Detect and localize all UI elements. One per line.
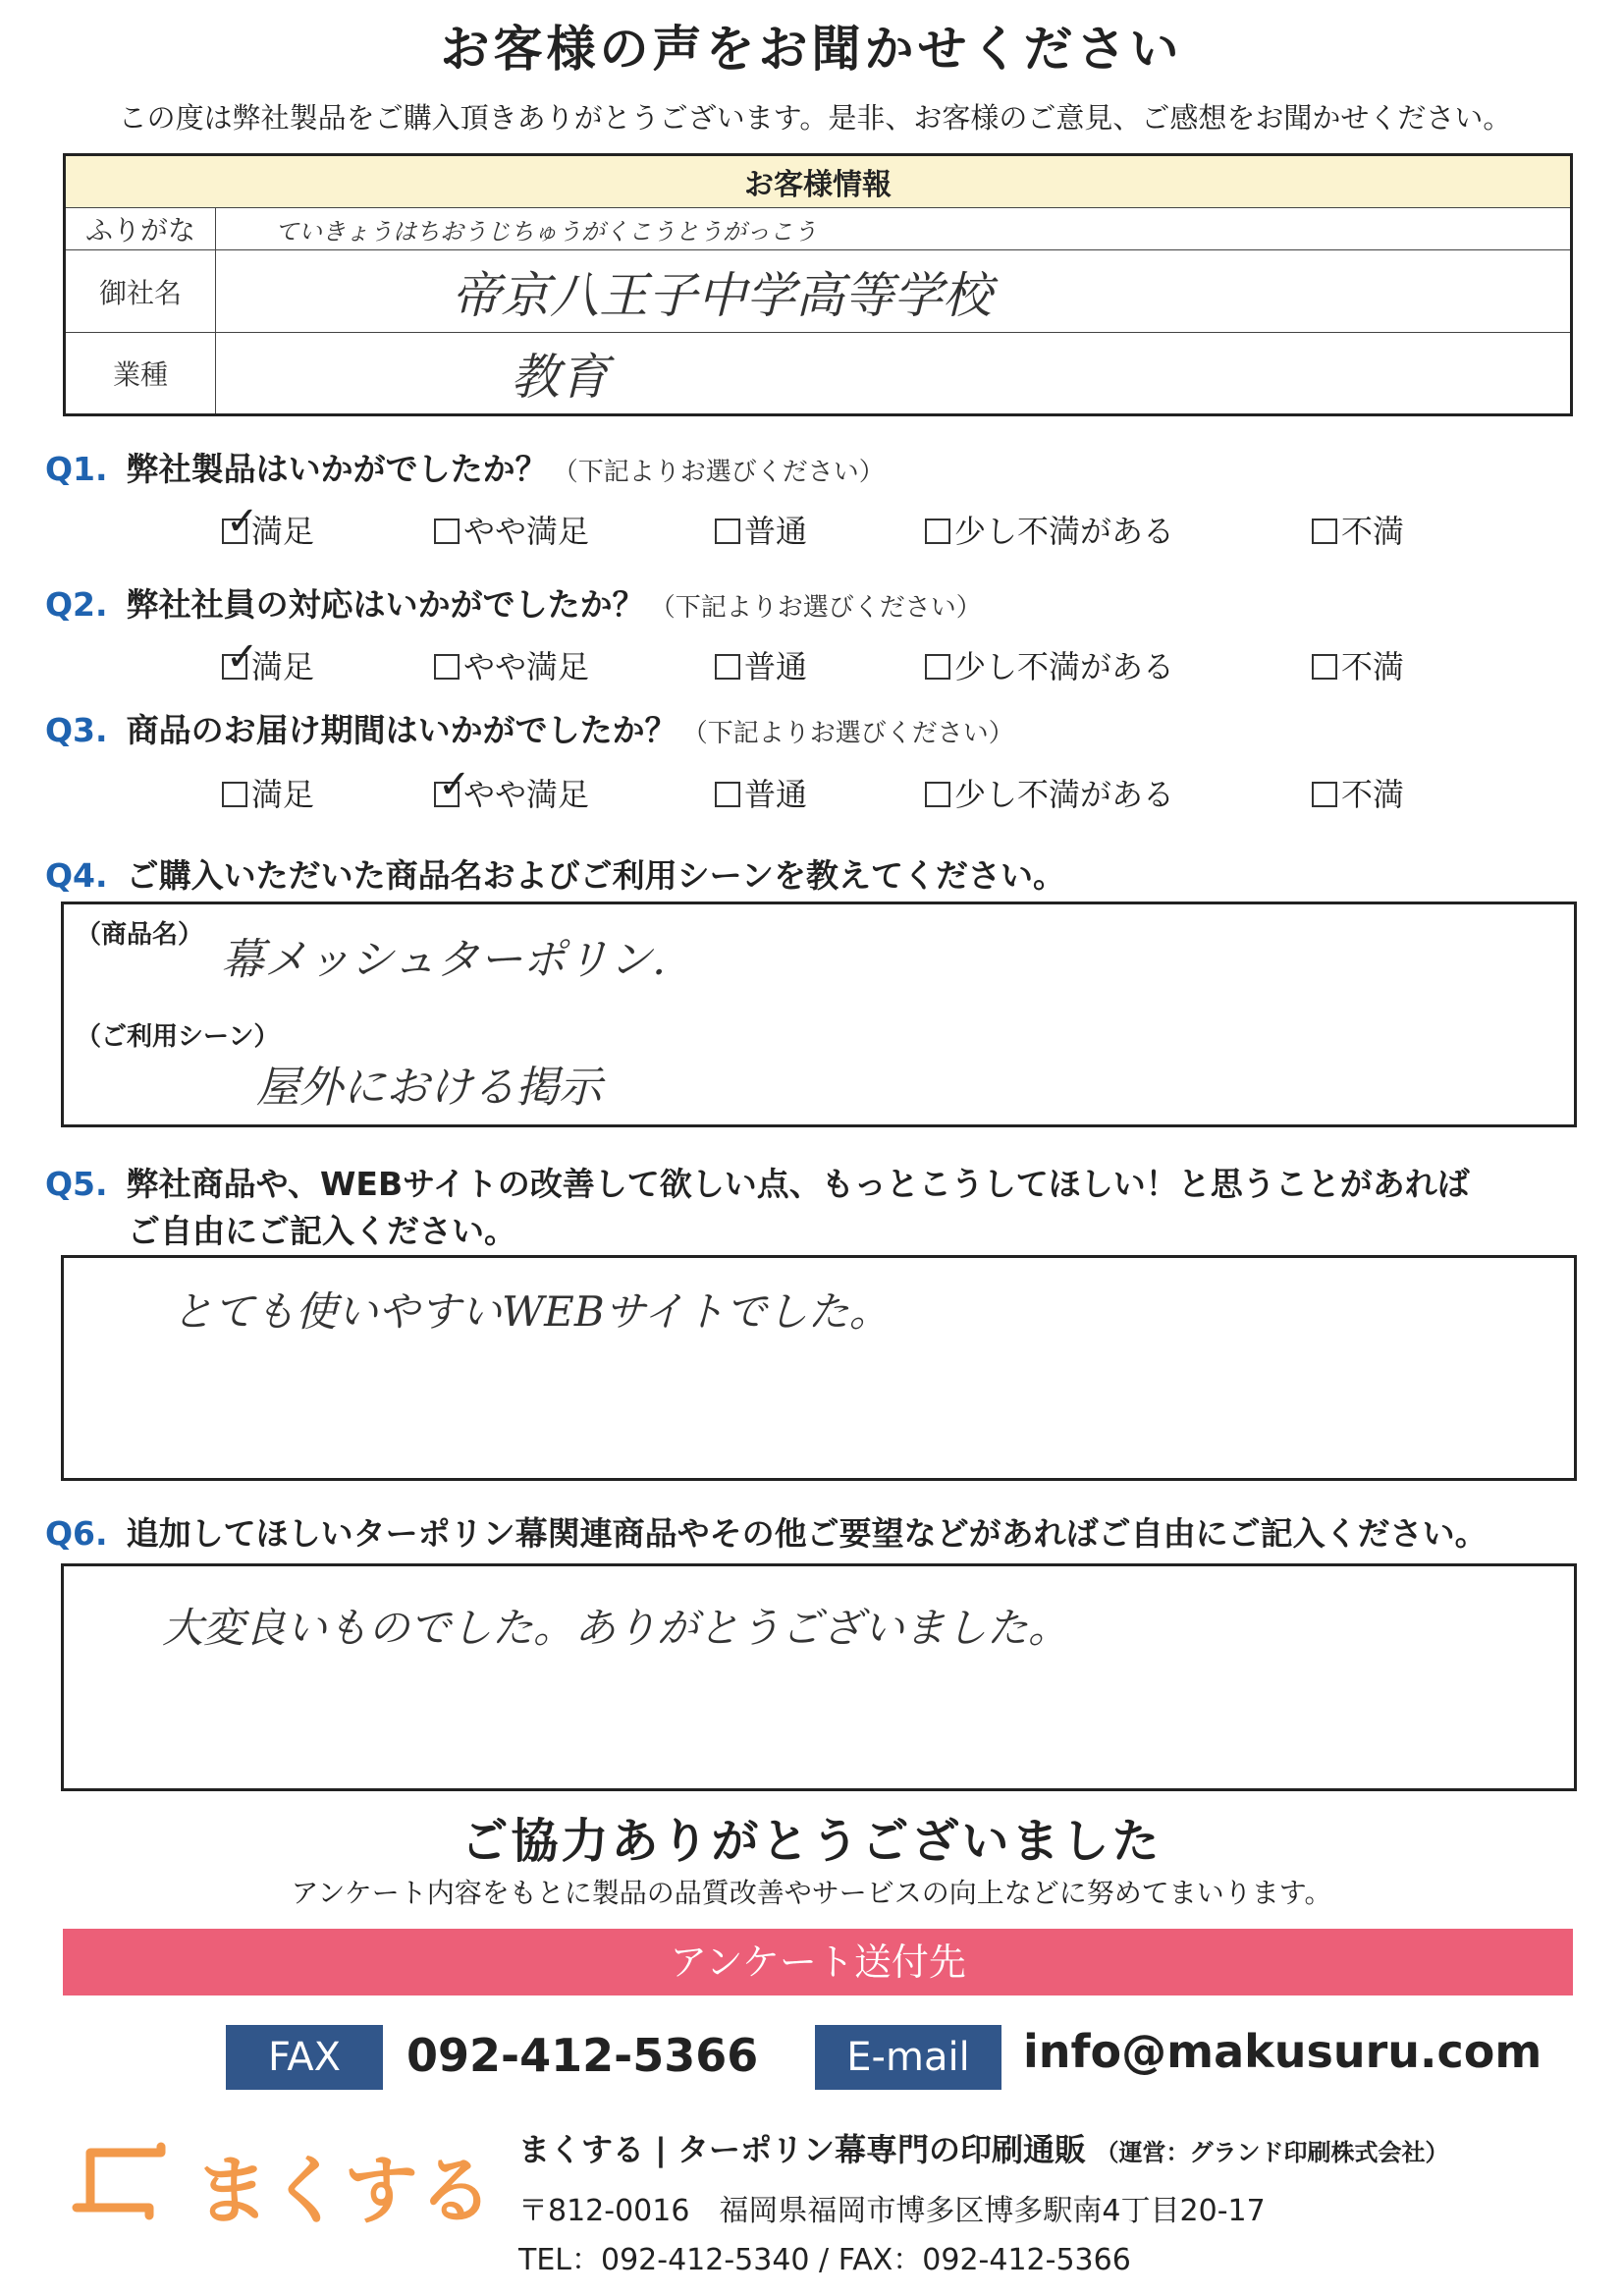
checkbox[interactable] [222,782,247,807]
q4-number: Q4. [45,856,108,895]
q1-option[interactable]: やや満足 [434,507,589,552]
q2-number: Q2. [45,585,108,624]
checkmark-icon: ✓ [438,762,471,807]
q2-option[interactable]: 少し不満がある [925,642,1174,687]
email-address[interactable]: info@makusuru.com [1023,2025,1542,2078]
company-field[interactable]: 帝京八王子中学高等学校 [216,250,1572,333]
q1-option[interactable]: 少し不満がある [925,507,1174,552]
checkbox[interactable] [434,519,460,544]
scene-label: （ご利用シーン） [76,1022,280,1052]
q3-option[interactable]: 少し不満がある [925,770,1174,815]
q1-text: 弊社製品はいかがでしたか？ [126,450,548,488]
thanks-heading: ご協力ありがとうございました [460,1814,1163,1869]
checkbox[interactable] [925,654,950,680]
q6-answer[interactable]: 大変良いものでした。ありがとうございました。 [162,1604,1070,1652]
fax-tag: FAX [226,2025,383,2090]
q1-question [45,444,885,490]
company-name: まくする | ターポリン幕専門の印刷通販 [518,2131,1086,2168]
q1-option[interactable]: 普通 [715,507,807,552]
q1-number: Q1. [45,450,108,488]
q3-option[interactable]: 不満 [1312,770,1404,815]
checkbox[interactable] [715,654,740,680]
checkbox[interactable] [1312,519,1337,544]
checkbox[interactable] [715,782,740,807]
q6-answer-box[interactable] [61,1563,1577,1791]
furigana-field[interactable]: ていきょうはちおうじちゅうがくこうとうがっこう [216,208,1572,250]
checkbox[interactable] [434,654,460,680]
send-to-band: アンケート送付先 [63,1929,1573,1995]
q2-question [45,579,982,626]
q3-question [45,705,1014,751]
page-title: お客様の声をお聞かせください [440,21,1183,78]
q4-text: ご購入いただいた商品名およびご利用シーンを教えてください。 [126,856,1065,895]
q5-answer[interactable]: とても使いやすいWEBサイトでした。 [172,1287,891,1336]
q2-note: （下記よりお選びください） [649,593,982,623]
fax-number: 092-412-5366 [406,2029,759,2082]
customer-info-table [63,153,1573,416]
scene-answer[interactable]: 屋外における掲示 [256,1063,602,1113]
checkmark-icon: ✓ [226,499,259,544]
checkbox[interactable] [715,519,740,544]
q3-note: （下記よりお選びください） [681,719,1014,748]
checkmark-icon: ✓ [226,634,259,680]
footer-tel-fax: TEL：092-412-5340 / FAX：092-412-5366 [518,2243,1131,2277]
q3-option[interactable]: ✓ やや満足 [434,770,589,815]
q6-text: 追加してほしいターポリン幕関連商品やその他ご要望などがあればご自由にご記入ください。 [126,1514,1488,1553]
industry-label: 業種 [65,333,216,415]
intro-text: この度は弊社製品をご購入頂きありがとうございます。是非、お客様のご意見、ご感想をお聞かせください。 [118,101,1512,135]
footer-company [518,2125,1449,2170]
q5-answer-box[interactable] [61,1255,1577,1481]
q6-question [45,1508,1488,1555]
checkbox[interactable] [1312,654,1337,680]
q1-note: （下記よりお選びください） [552,458,885,487]
q5-text-line1: 弊社商品や、WEBサイトの改善して欲しい点、もっとこうしてほしい！と思うことがあれば [126,1165,1470,1203]
q3-option[interactable]: 満足 [222,770,314,815]
q4-question [45,850,1065,897]
operator-name: （運営：グランド印刷株式会社） [1095,2139,1449,2166]
checkbox[interactable] [925,519,950,544]
email-tag: E-mail [815,2025,1001,2090]
q5-number: Q5. [45,1165,108,1203]
industry-field[interactable]: 教育 [216,333,1572,415]
q1-option[interactable]: ✓ 満足 [222,507,314,552]
q4-answer-box[interactable] [61,902,1577,1127]
checkbox[interactable] [222,634,259,680]
q5-question [45,1159,1470,1205]
logo-text: まくする [194,2147,493,2234]
q6-number: Q6. [45,1514,108,1553]
product-label: （商品名） [76,920,204,950]
company-label: 御社名 [65,250,216,333]
q3-text: 商品のお届け期間はいかがでしたか？ [126,711,677,749]
q3-number: Q3. [45,711,108,749]
thanks-subtext: アンケート内容をもとに製品の品質改善やサービスの向上などに努めてまいります。 [291,1877,1332,1909]
checkbox[interactable] [1312,782,1337,807]
footer-address: 〒812-0016 福岡県福岡市博多区博多駅南4丁目20-17 [518,2194,1266,2228]
q5-text-line2: ご自由にご記入ください。 [128,1212,516,1250]
q2-text: 弊社社員の対応はいかがでしたか？ [126,585,645,624]
q2-option[interactable]: ✓ 満足 [222,642,314,687]
checkbox[interactable] [434,762,471,807]
q2-option[interactable]: 普通 [715,642,807,687]
info-header: お客様情報 [65,155,1572,208]
furigana-label: ふりがな [65,208,216,250]
checkbox[interactable] [925,782,950,807]
q3-option[interactable]: 普通 [715,770,807,815]
q2-option[interactable]: 不満 [1312,642,1404,687]
q2-option[interactable]: やや満足 [434,642,589,687]
product-answer[interactable]: 幕メッシュターポリン. [221,935,667,985]
checkbox[interactable] [222,499,259,544]
logo-mark-icon [71,2139,181,2227]
q1-option[interactable]: 不満 [1312,507,1404,552]
